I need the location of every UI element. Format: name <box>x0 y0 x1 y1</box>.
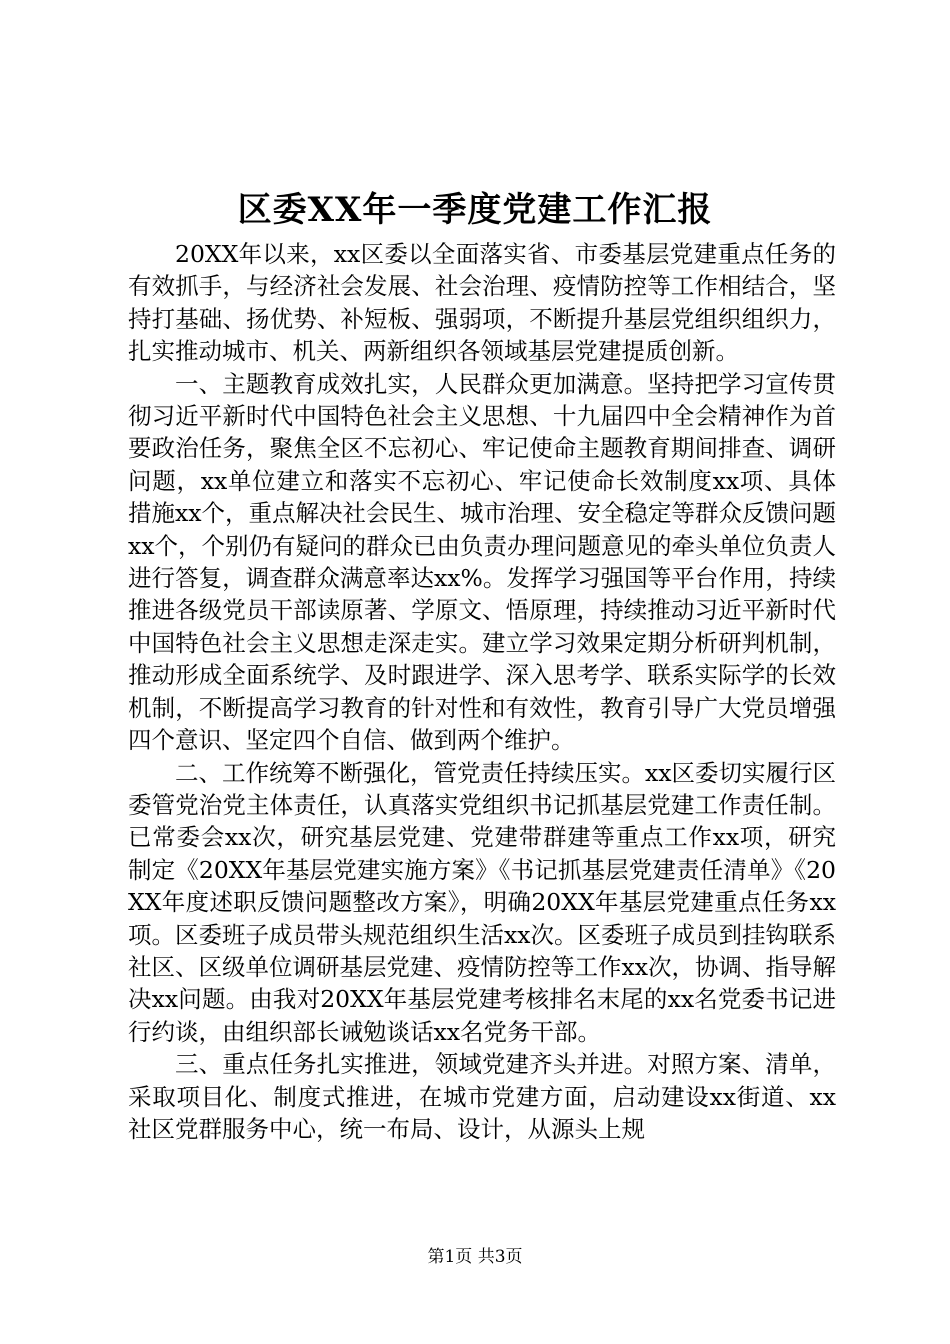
section-three-paragraph: 三、重点任务扎实推进，领域党建齐头并进。对照方案、清单，采取项目化、制度式推进，在城市党建方面，启动建设xx街道、xx社区党群服务中心，统一布局、设计，从源头上规 <box>128 1050 836 1143</box>
section-two-paragraph: 二、工作统筹不断强化，管党责任持续压实。xx区委切实履行区委管党治党主体责任，认真落实党组织书记抓基层党建工作责任制。已常委会xx次，研究基层党建、党建带群建等重点工作xx项，研究制定《20XX年基层党建实施方案》《书记抓基层党建责任清单》《20XX年度述职反馈问题整改方案》，明确20XX年基层党建重点任务xx项。区委班子成员带头规范组织生活xx次。区委班子成员到挂钩联系社区、区级单位调研基层党建、疫情防控等工作xx次，协调、指导解决xx问题。由我对20XX年基层党建考核排名末尾的xx名党委书记进行约谈，由组织部长诫勉谈话xx名党务干部。 <box>128 758 837 1046</box>
intro-paragraph: 20XX年以来，xx区委以全面落实省、市委基层党建重点任务的有效抓手，与经济社会发展、社会治理、疫情防控等工作相结合，坚持打基础、扬优势、补短板、强弱项，不断提升基层党组织组织力，扎实推动城市、机关、两新组织各领域基层党建提质创新。 <box>128 240 836 366</box>
document-title: 区委XX年一季度党建工作汇报 <box>237 190 713 230</box>
page-number-footer: 第1页 共3页 <box>427 1247 523 1267</box>
document-body <box>128 238 836 1145</box>
section-one-paragraph: 一、主题教育成效扎实，人民群众更加满意。坚持把学习宣传贯彻习近平新时代中国特色社会主义思想、十九届四中全会精神作为首要政治任务，聚焦全区不忘初心、牢记使命主题教育期间排查、调研问题，xx单位建立和落实不忘初心、牢记使命长效制度xx项、具体措施xx个，重点解决社会民生、城市治理、安全稳定等群众反馈问题xx个，个别仍有疑问的群众已由负责办理问题意见的牵头单位负责人进行答复，调查群众满意率达xx%。发挥学习强国等平台作用，持续推进各级党员干部读原著、学原文、悟原理，持续推动习近平新时代中国特色社会主义思想走深走实。建立学习效果定期分析研判机制，推动形成全面系统学、及时跟进学、深入思考学、联系实际学的长效机制，不断提高学习教育的针对性和有效性，教育引导广大党员增强四个意识、坚定四个自信、做到两个维护。 <box>128 369 837 755</box>
